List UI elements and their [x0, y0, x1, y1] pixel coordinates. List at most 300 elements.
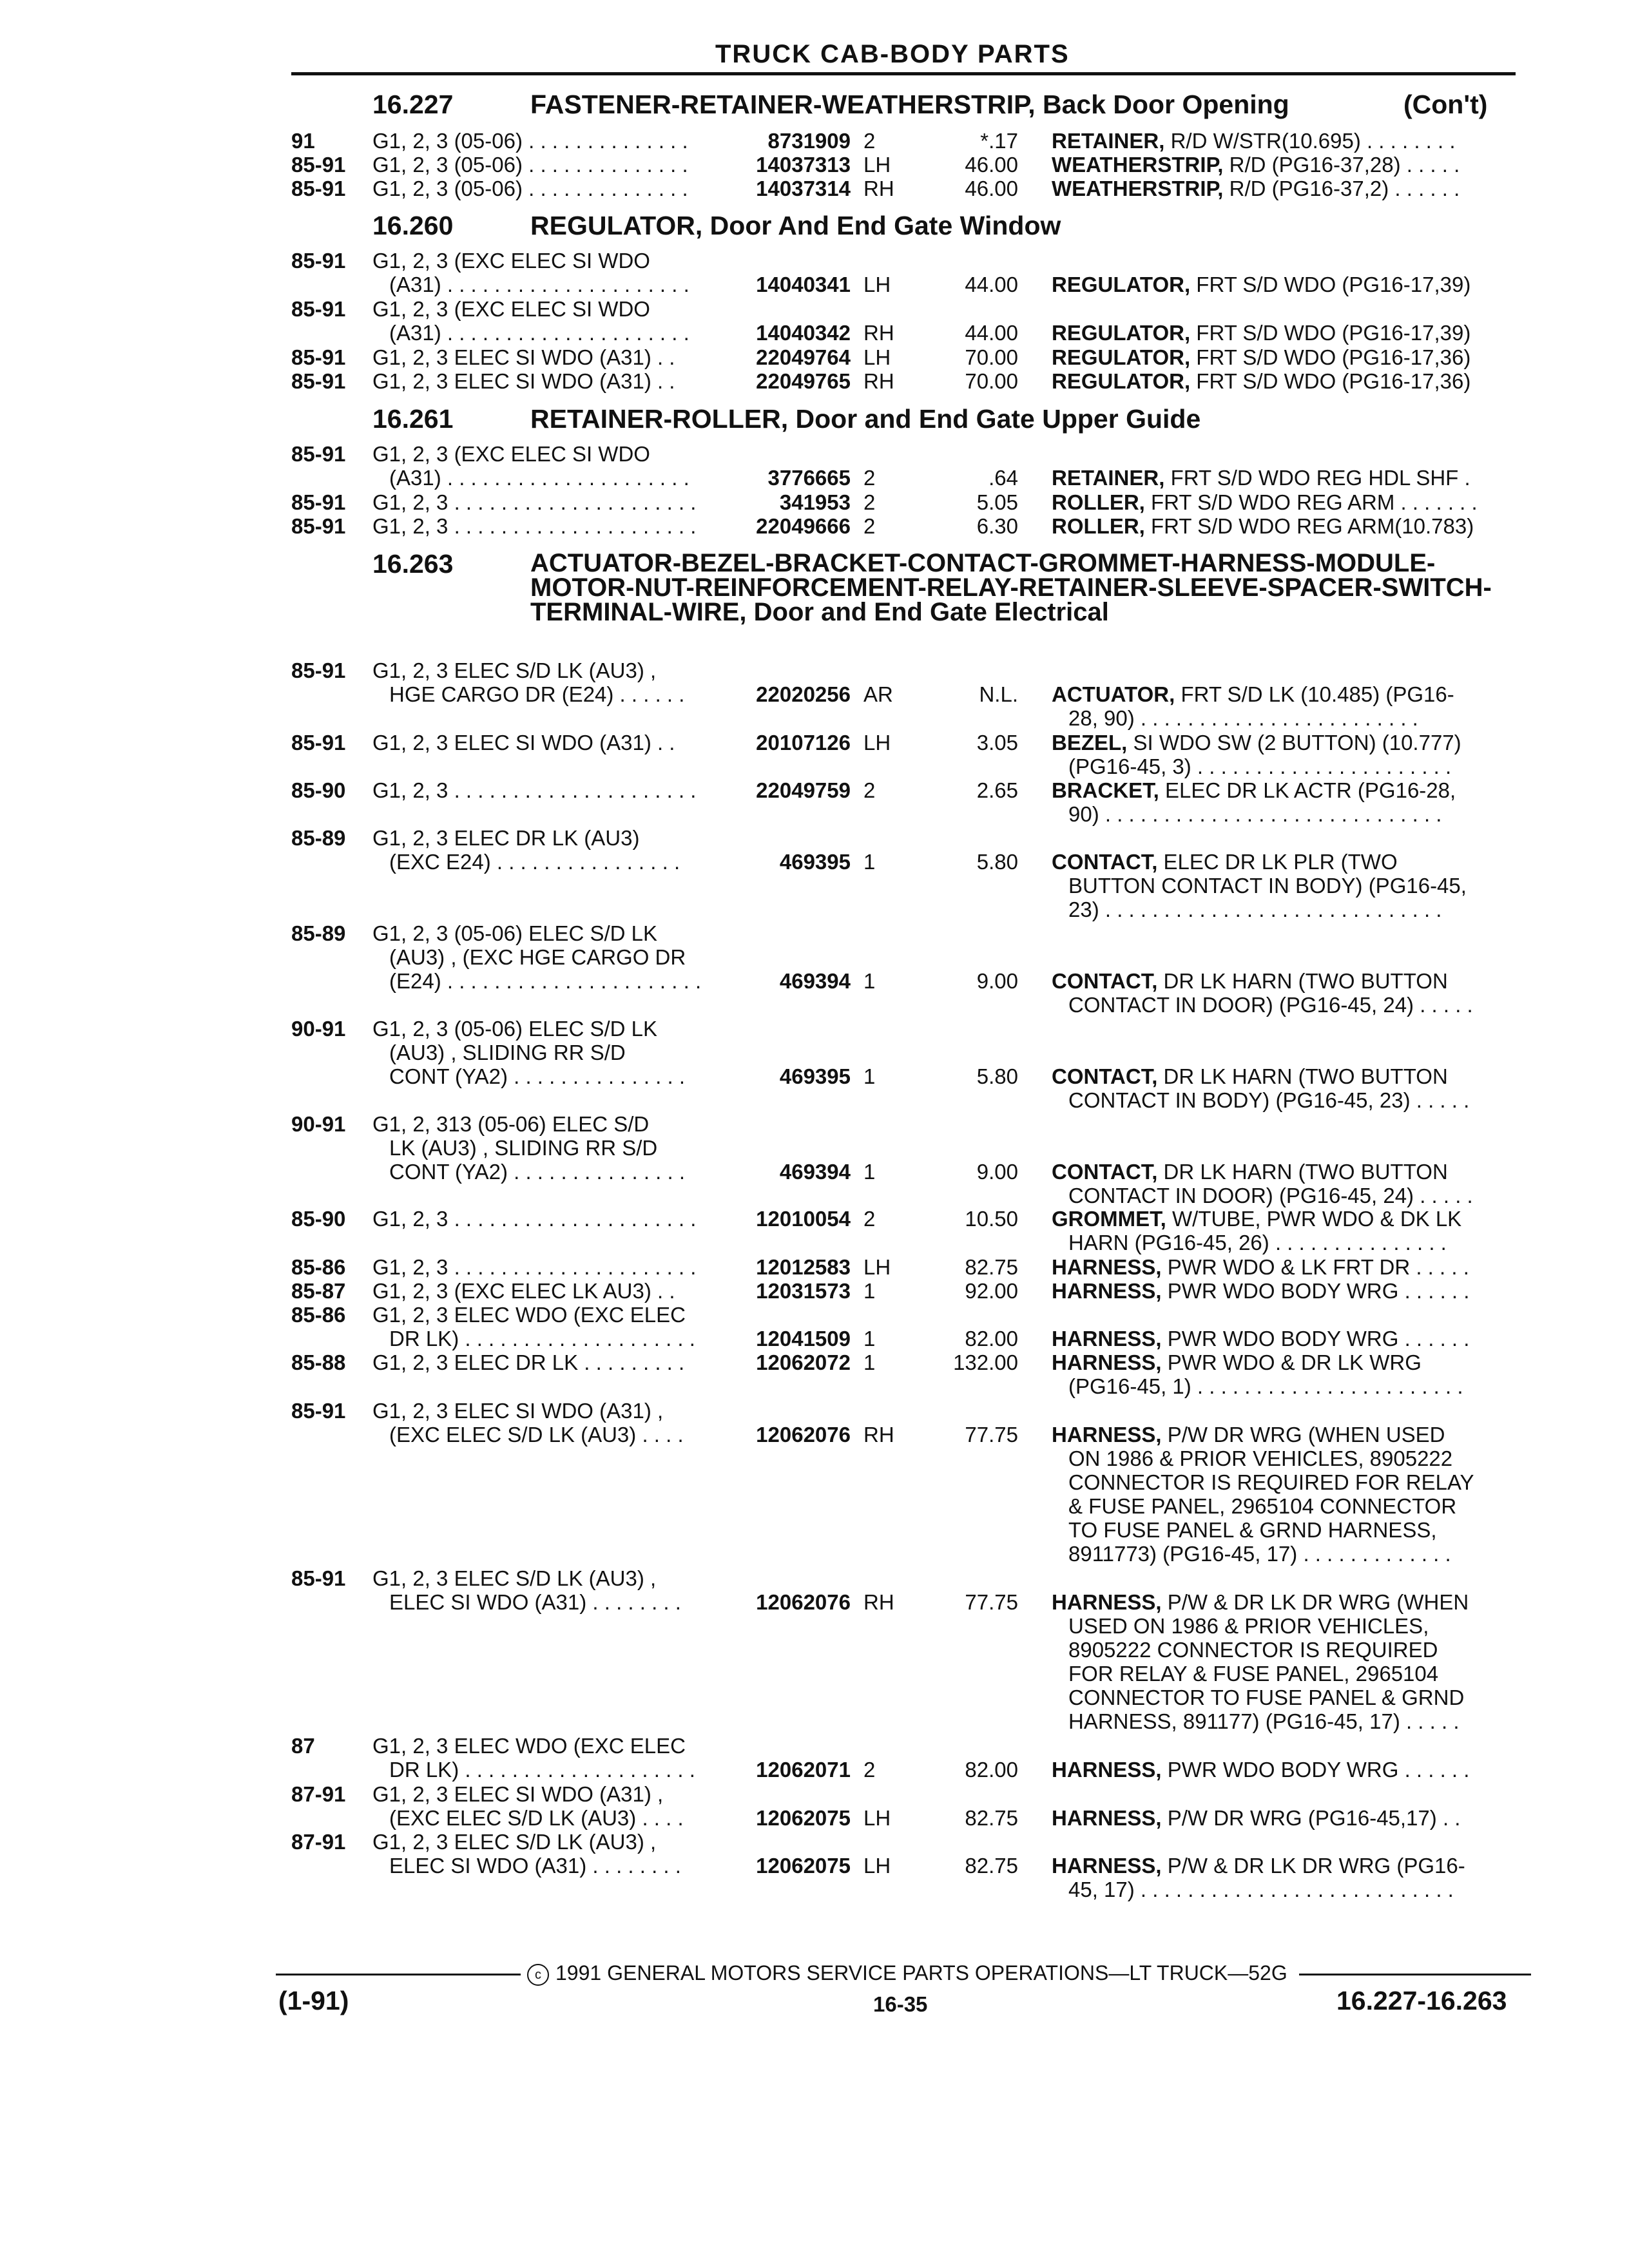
- part-name: [1052, 369, 1522, 393]
- part-name-detail: P/W & DR LK DR WRG (PG16-: [1167, 1854, 1465, 1878]
- part-number: 12062072: [756, 1350, 851, 1374]
- description-line: DR LK) . . . . . . . . . . . . . . . . . . . .: [389, 1327, 695, 1350]
- application-description: [372, 514, 720, 538]
- part-name-line: [1052, 682, 1522, 706]
- application-description: [372, 1112, 720, 1184]
- description-line: G1, 2, 3 . . . . . . . . . . . . . . . . . . . . .: [372, 490, 697, 514]
- part-number: 341953: [779, 490, 851, 514]
- description-line: G1, 2, 3 (05-06) ELEC S/D LK: [372, 1017, 658, 1041]
- price: 77.75: [965, 1590, 1018, 1614]
- application-description: [372, 1830, 720, 1878]
- application-description: [372, 153, 720, 177]
- model-years: 91: [291, 129, 315, 153]
- part-number: 14040342: [756, 321, 851, 345]
- part-name-bold: GROMMET,: [1052, 1207, 1166, 1231]
- application-description: [372, 369, 720, 393]
- quantity: LH: [863, 153, 891, 177]
- quantity: LH: [863, 345, 891, 369]
- part-name-line: [1052, 1064, 1522, 1088]
- part-number: 469395: [779, 850, 851, 874]
- part-name: [1052, 731, 1522, 778]
- footer-date: (1-91): [278, 1986, 349, 2015]
- page-title: TRUCK CAB-BODY PARTS: [715, 40, 1070, 68]
- part-number: 12012583: [756, 1255, 851, 1279]
- copyright-icon: c: [527, 1964, 549, 1986]
- part-name-line: CONNECTOR TO FUSE PANEL & GRND: [1068, 1686, 1465, 1709]
- price: 2.65: [976, 778, 1018, 802]
- part-name-bold: CONTACT,: [1052, 969, 1158, 993]
- price: 3.05: [976, 731, 1018, 754]
- part-name-line: 8911773) (PG16-45, 17) . . . . . . . . . . . . .: [1068, 1542, 1451, 1566]
- model-years: 85-91: [291, 658, 346, 682]
- part-number: 22049765: [756, 369, 851, 393]
- model-years: 85-86: [291, 1303, 346, 1327]
- part-name-line: HARN (PG16-45, 26) . . . . . . . . . . . . . . .: [1068, 1231, 1447, 1254]
- part-number: 8731909: [767, 129, 851, 153]
- part-name-line: [1052, 1160, 1522, 1184]
- quantity: 1: [863, 1350, 876, 1374]
- application-description: [372, 1734, 720, 1782]
- part-name-detail: DR LK HARN (TWO BUTTON: [1163, 1160, 1448, 1184]
- part-name-bold: WEATHERSTRIP,: [1052, 177, 1224, 200]
- part-name-detail: FRT S/D WDO (PG16-17,39): [1196, 273, 1471, 296]
- price: 132.00: [953, 1350, 1018, 1374]
- description-line: G1, 2, 3 (05-06) . . . . . . . . . . . . . .: [372, 129, 688, 153]
- description-line: (A31) . . . . . . . . . . . . . . . . . . . . .: [389, 273, 689, 296]
- part-name: [1052, 1207, 1522, 1254]
- application-description: [372, 490, 720, 514]
- part-name: [1052, 490, 1522, 514]
- part-name-detail: FRT S/D WDO REG ARM(10.783): [1151, 514, 1474, 538]
- part-name-bold: BRACKET,: [1052, 778, 1159, 802]
- quantity: 2: [863, 1758, 876, 1782]
- quantity: LH: [863, 1854, 891, 1878]
- price: 70.00: [965, 369, 1018, 393]
- price: 9.00: [976, 1160, 1018, 1184]
- model-years: 85-89: [291, 921, 346, 945]
- part-name-detail: SI WDO SW (2 BUTTON) (10.777): [1133, 731, 1461, 754]
- description-line: (EXC ELEC S/D LK (AU3) . . . .: [389, 1423, 684, 1446]
- description-line: CONT (YA2) . . . . . . . . . . . . . . .: [389, 1064, 686, 1088]
- description-line: G1, 2, 3 (EXC ELEC SI WDO: [372, 442, 650, 466]
- footer-rule-right: [1299, 1974, 1531, 1975]
- description-line: G1, 2, 3 (05-06) . . . . . . . . . . . . . .: [372, 153, 688, 177]
- part-name-line: [1052, 1327, 1522, 1350]
- part-name-detail: DR LK HARN (TWO BUTTON: [1163, 1064, 1448, 1088]
- model-years: 85-91: [291, 345, 346, 369]
- part-name-bold: HARNESS,: [1052, 1327, 1162, 1350]
- part-name-line: 8905222 CONNECTOR IS REQUIRED: [1068, 1638, 1438, 1662]
- description-line: G1, 2, 3 (EXC ELEC SI WDO: [372, 249, 650, 273]
- part-name-detail: W/TUBE, PWR WDO & DK LK: [1172, 1207, 1462, 1231]
- section-number: 16.261: [372, 404, 454, 434]
- part-name-detail: P/W & DR LK DR WRG (WHEN: [1167, 1590, 1469, 1614]
- part-name-detail: ELEC DR LK PLR (TWO: [1163, 850, 1398, 874]
- model-years: 87-91: [291, 1782, 346, 1806]
- price: *.17: [980, 129, 1018, 153]
- quantity: LH: [863, 1806, 891, 1830]
- price: 82.75: [965, 1255, 1018, 1279]
- part-name-line: HARNESS, 891177) (PG16-45, 17) . . . . .: [1068, 1709, 1460, 1733]
- part-name-line: [1052, 1806, 1522, 1830]
- part-name-line: USED ON 1986 & PRIOR VEHICLES,: [1068, 1614, 1429, 1638]
- part-name: [1052, 1279, 1522, 1303]
- part-number: 3776665: [767, 466, 851, 490]
- part-number: 14037313: [756, 153, 851, 177]
- quantity: LH: [863, 731, 891, 754]
- price: 5.80: [976, 850, 1018, 874]
- part-name-line: [1052, 969, 1522, 993]
- description-line: G1, 2, 3 ELEC S/D LK (AU3) ,: [372, 658, 657, 682]
- model-years: 85-91: [291, 153, 346, 177]
- part-number: 14037314: [756, 177, 851, 200]
- model-years: 85-87: [291, 1279, 346, 1303]
- part-name-line: CONTACT IN BODY) (PG16-45, 23) . . . . .: [1068, 1088, 1470, 1112]
- application-description: [372, 778, 720, 802]
- application-description: [372, 129, 720, 153]
- description-line: G1, 2, 3 ELEC SI WDO (A31) ,: [372, 1782, 664, 1806]
- part-name-detail: R/D (PG16-37,28) . . . . .: [1229, 153, 1460, 177]
- part-name: [1052, 514, 1522, 538]
- price: 82.75: [965, 1806, 1018, 1830]
- description-line: (AU3) , (EXC HGE CARGO DR: [389, 945, 686, 969]
- description-line: (EXC E24) . . . . . . . . . . . . . . . .: [389, 850, 680, 874]
- model-years: 85-90: [291, 778, 346, 802]
- part-name-line: (PG16-45, 3) . . . . . . . . . . . . . . . . . . . . . .: [1068, 754, 1452, 778]
- part-name-line: [1052, 153, 1522, 177]
- description-line: (AU3) , SLIDING RR S/D: [389, 1041, 626, 1064]
- part-name-line: [1052, 731, 1522, 754]
- description-line: ELEC SI WDO (A31) . . . . . . . .: [389, 1590, 681, 1614]
- continued-label: (Con't): [1403, 90, 1488, 119]
- part-name-detail: FRT S/D WDO REG ARM . . . . . . .: [1151, 490, 1478, 514]
- model-years: 87-91: [291, 1830, 346, 1854]
- part-name-bold: HARNESS,: [1052, 1279, 1162, 1303]
- quantity: LH: [863, 273, 891, 296]
- quantity: AR: [863, 682, 893, 706]
- description-line: G1, 2, 3 . . . . . . . . . . . . . . . . . . . . .: [372, 1255, 697, 1279]
- part-name: [1052, 1806, 1522, 1830]
- section-number: 16.263: [372, 549, 454, 579]
- description-line: G1, 2, 3 (05-06) . . . . . . . . . . . . . .: [372, 177, 688, 200]
- part-number: 12062076: [756, 1590, 851, 1614]
- part-name: [1052, 1064, 1522, 1112]
- header-rule: [291, 72, 1516, 75]
- description-line: (E24) . . . . . . . . . . . . . . . . . . . . . .: [389, 969, 702, 993]
- part-name-line: CONTACT IN DOOR) (PG16-45, 24) . . . . .: [1068, 1184, 1473, 1207]
- section-title: REGULATOR, Door And End Gate Window: [530, 211, 1061, 240]
- application-description: [372, 345, 720, 369]
- application-description: [372, 442, 720, 490]
- quantity: 2: [863, 466, 876, 490]
- part-name-line: CONNECTOR IS REQUIRED FOR RELAY: [1068, 1470, 1474, 1494]
- part-name: [1052, 850, 1522, 921]
- description-line: G1, 2, 3 ELEC DR LK (AU3): [372, 826, 640, 850]
- part-number: 22049764: [756, 345, 851, 369]
- description-line: G1, 2, 3 ELEC SI WDO (A31) . .: [372, 731, 675, 754]
- description-line: G1, 2, 3 . . . . . . . . . . . . . . . . . . . . .: [372, 1207, 697, 1231]
- model-years: 85-91: [291, 514, 346, 538]
- part-name-bold: REGULATOR,: [1052, 369, 1191, 393]
- part-name-bold: REGULATOR,: [1052, 321, 1191, 345]
- part-name-line: [1052, 177, 1522, 200]
- model-years: 85-86: [291, 1255, 346, 1279]
- part-name: [1052, 682, 1522, 730]
- section-range: 16.227-16.263: [1336, 1986, 1507, 2015]
- price: 5.05: [976, 490, 1018, 514]
- part-name-bold: HARNESS,: [1052, 1423, 1162, 1446]
- quantity: 1: [863, 1279, 876, 1303]
- part-name-line: (PG16-45, 1) . . . . . . . . . . . . . . . . . . . . . . .: [1068, 1374, 1463, 1398]
- part-name-bold: RETAINER,: [1052, 466, 1165, 490]
- description-line: G1, 2, 3 ELEC WDO (EXC ELEC: [372, 1303, 686, 1327]
- model-years: 90-91: [291, 1112, 346, 1136]
- part-name-bold: HARNESS,: [1052, 1806, 1162, 1830]
- part-name-line: ON 1986 & PRIOR VEHICLES, 8905222: [1068, 1446, 1453, 1470]
- part-name-detail: FRT S/D WDO REG HDL SHF .: [1170, 466, 1470, 490]
- page-number: 16-35: [873, 1992, 928, 2016]
- part-name-bold: REGULATOR,: [1052, 345, 1191, 369]
- application-description: [372, 731, 720, 754]
- application-description: [372, 1399, 720, 1446]
- description-line: (A31) . . . . . . . . . . . . . . . . . . . . .: [389, 321, 689, 345]
- part-name-line: BUTTON CONTACT IN BODY) (PG16-45,: [1068, 874, 1467, 898]
- quantity: 2: [863, 129, 876, 153]
- model-years: 85-91: [291, 1399, 346, 1423]
- quantity: 2: [863, 1207, 876, 1231]
- part-number: 12031573: [756, 1279, 851, 1303]
- part-number: 12062075: [756, 1854, 851, 1878]
- price: 9.00: [976, 969, 1018, 993]
- description-line: (A31) . . . . . . . . . . . . . . . . . . . . .: [389, 466, 689, 490]
- quantity: RH: [863, 369, 894, 393]
- quantity: 2: [863, 490, 876, 514]
- application-description: [372, 1303, 720, 1350]
- part-name-line: 28, 90) . . . . . . . . . . . . . . . . . . . . . . . .: [1068, 706, 1418, 730]
- model-years: 85-91: [291, 1566, 346, 1590]
- quantity: 1: [863, 969, 876, 993]
- part-name-line: [1052, 490, 1522, 514]
- part-number: 22049666: [756, 514, 851, 538]
- section-title: ACTUATOR-BEZEL-BRACKET-CONTACT-GROMMET-HARNESS-MODULE-MOTOR-NUT-REINFORCEMENT-RELAY-RETAINER-SLEEVE-SPACER-SWITCH-TERMINAL-WIRE, Door and End Gate Electrical: [530, 549, 1492, 626]
- description-line: G1, 2, 3 ELEC WDO (EXC ELEC: [372, 1734, 686, 1758]
- application-description: [372, 177, 720, 200]
- part-name: [1052, 969, 1522, 1017]
- part-name-line: 45, 17) . . . . . . . . . . . . . . . . . . . . . . . . . . .: [1068, 1878, 1454, 1901]
- part-name: [1052, 1327, 1522, 1350]
- description-line: G1, 2, 3 . . . . . . . . . . . . . . . . . . . . .: [372, 514, 697, 538]
- part-name-detail: PWR WDO BODY WRG . . . . . .: [1167, 1279, 1470, 1303]
- part-name-line: 23) . . . . . . . . . . . . . . . . . . . . . . . . . . . . .: [1068, 898, 1442, 921]
- part-name-detail: PWR WDO BODY WRG . . . . . .: [1167, 1758, 1470, 1782]
- part-number: 12041509: [756, 1327, 851, 1350]
- application-description: [372, 826, 720, 874]
- section-title: FASTENER-RETAINER-WEATHERSTRIP, Back Door Opening: [530, 90, 1289, 119]
- application-description: [372, 1255, 720, 1279]
- section-title: RETAINER-ROLLER, Door and End Gate Upper Guide: [530, 404, 1201, 434]
- part-name-bold: WEATHERSTRIP,: [1052, 153, 1224, 177]
- part-name: [1052, 1160, 1522, 1207]
- part-name-detail: R/D (PG16-37,2) . . . . . .: [1229, 177, 1460, 200]
- part-number: 12062076: [756, 1423, 851, 1446]
- part-name-detail: PWR WDO & LK FRT DR . . . . .: [1167, 1255, 1469, 1279]
- part-name-line: [1052, 1758, 1522, 1782]
- price: .64: [988, 466, 1018, 490]
- part-name-bold: BEZEL,: [1052, 731, 1128, 754]
- price: 92.00: [965, 1279, 1018, 1303]
- part-number: 12062075: [756, 1806, 851, 1830]
- part-name-detail: FRT S/D LK (10.485) (PG16-: [1181, 682, 1454, 706]
- part-name-bold: REGULATOR,: [1052, 273, 1191, 296]
- part-name-bold: CONTACT,: [1052, 1064, 1158, 1088]
- part-name-detail: DR LK HARN (TWO BUTTON: [1163, 969, 1448, 993]
- section-number: 16.227: [372, 90, 454, 119]
- part-name: [1052, 466, 1522, 490]
- part-name-line: [1052, 1590, 1522, 1614]
- part-name-detail: P/W DR WRG (PG16-45,17) . .: [1167, 1806, 1461, 1830]
- price: 44.00: [965, 273, 1018, 296]
- part-name: [1052, 778, 1522, 826]
- description-line: G1, 2, 3 ELEC DR LK . . . . . . . . .: [372, 1350, 685, 1374]
- part-name: [1052, 273, 1522, 296]
- part-name-line: [1052, 321, 1522, 345]
- quantity: RH: [863, 1423, 894, 1446]
- model-years: 85-91: [291, 442, 346, 466]
- part-name-bold: HARNESS,: [1052, 1854, 1162, 1878]
- price: 46.00: [965, 177, 1018, 200]
- description-line: (EXC ELEC S/D LK (AU3) . . . .: [389, 1806, 684, 1830]
- part-name: [1052, 129, 1522, 153]
- part-name: [1052, 1590, 1522, 1733]
- price: 82.00: [965, 1758, 1018, 1782]
- description-line: G1, 2, 3 (EXC ELEC SI WDO: [372, 297, 650, 321]
- part-name-line: FOR RELAY & FUSE PANEL, 2965104: [1068, 1662, 1439, 1686]
- price: N.L.: [979, 682, 1018, 706]
- price: 46.00: [965, 153, 1018, 177]
- part-name-line: & FUSE PANEL, 2965104 CONNECTOR: [1068, 1494, 1457, 1518]
- part-name-bold: RETAINER,: [1052, 129, 1165, 153]
- part-name-detail: PWR WDO & DR LK WRG: [1167, 1350, 1422, 1374]
- part-name-line: [1052, 1279, 1522, 1303]
- model-years: 85-89: [291, 826, 346, 850]
- description-line: G1, 2, 3 ELEC SI WDO (A31) ,: [372, 1399, 664, 1423]
- quantity: RH: [863, 321, 894, 345]
- part-name-line: [1052, 1854, 1522, 1878]
- part-name-bold: HARNESS,: [1052, 1255, 1162, 1279]
- application-description: [372, 1017, 720, 1088]
- description-line: G1, 2, 3 ELEC SI WDO (A31) . .: [372, 369, 675, 393]
- description-line: DR LK) . . . . . . . . . . . . . . . . . . . .: [389, 1758, 695, 1782]
- part-name-detail: P/W DR WRG (WHEN USED: [1167, 1423, 1445, 1446]
- model-years: 85-91: [291, 490, 346, 514]
- part-name-line: [1052, 466, 1522, 490]
- part-number: 469394: [779, 1160, 851, 1184]
- quantity: LH: [863, 1255, 891, 1279]
- quantity: RH: [863, 1590, 894, 1614]
- part-name: [1052, 1350, 1522, 1398]
- quantity: RH: [863, 177, 894, 200]
- part-name-line: [1052, 850, 1522, 874]
- part-number: 469394: [779, 969, 851, 993]
- quantity: 1: [863, 1160, 876, 1184]
- price: 82.00: [965, 1327, 1018, 1350]
- part-name: [1052, 153, 1522, 177]
- application-description: [372, 921, 720, 993]
- model-years: 87: [291, 1734, 315, 1758]
- price: 44.00: [965, 321, 1018, 345]
- description-line: G1, 2, 3 ELEC SI WDO (A31) . .: [372, 345, 675, 369]
- description-line: G1, 2, 3 (EXC ELEC LK AU3) . .: [372, 1279, 675, 1303]
- part-name-bold: ROLLER,: [1052, 514, 1145, 538]
- part-name-line: [1052, 1423, 1522, 1446]
- part-name-bold: HARNESS,: [1052, 1758, 1162, 1782]
- part-name-bold: CONTACT,: [1052, 850, 1158, 874]
- application-description: [372, 1782, 720, 1830]
- part-name-detail: FRT S/D WDO (PG16-17,36): [1196, 345, 1471, 369]
- application-description: [372, 658, 720, 706]
- model-years: 90-91: [291, 1017, 346, 1041]
- part-name-bold: HARNESS,: [1052, 1350, 1162, 1374]
- part-name: [1052, 1758, 1522, 1782]
- description-line: CONT (YA2) . . . . . . . . . . . . . . .: [389, 1160, 686, 1184]
- part-name: [1052, 1854, 1522, 1901]
- part-name-line: [1052, 273, 1522, 296]
- part-name-bold: ACTUATOR,: [1052, 682, 1175, 706]
- description-line: G1, 2, 3 ELEC S/D LK (AU3) ,: [372, 1830, 657, 1854]
- part-number: 22049759: [756, 778, 851, 802]
- model-years: 85-91: [291, 297, 346, 321]
- footer-copyright: c 1991 GENERAL MOTORS SERVICE PARTS OPERATIONS—LT TRUCK—52G: [527, 1961, 1287, 1986]
- part-name-detail: ELEC DR LK ACTR (PG16-28,: [1165, 778, 1456, 802]
- price: 70.00: [965, 345, 1018, 369]
- description-line: G1, 2, 3 (05-06) ELEC S/D LK: [372, 921, 658, 945]
- part-name-line: [1052, 1207, 1522, 1231]
- quantity: 2: [863, 514, 876, 538]
- description-line: G1, 2, 313 (05-06) ELEC S/D: [372, 1112, 650, 1136]
- model-years: 85-91: [291, 369, 346, 393]
- price: 77.75: [965, 1423, 1018, 1446]
- part-name-line: CONTACT IN DOOR) (PG16-45, 24) . . . . .: [1068, 993, 1473, 1017]
- quantity: 1: [863, 1064, 876, 1088]
- application-description: [372, 249, 720, 296]
- part-name: [1052, 177, 1522, 200]
- model-years: 85-91: [291, 731, 346, 754]
- model-years: 85-91: [291, 177, 346, 200]
- quantity: 1: [863, 850, 876, 874]
- part-number: 469395: [779, 1064, 851, 1088]
- description-line: ELEC SI WDO (A31) . . . . . . . .: [389, 1854, 681, 1878]
- part-name-line: [1052, 1350, 1522, 1374]
- description-line: G1, 2, 3 ELEC S/D LK (AU3) ,: [372, 1566, 657, 1590]
- part-name-line: [1052, 1255, 1522, 1279]
- part-name-detail: PWR WDO BODY WRG . . . . . .: [1167, 1327, 1470, 1350]
- model-years: 85-90: [291, 1207, 346, 1231]
- application-description: [372, 297, 720, 345]
- part-name-line: TO FUSE PANEL & GRND HARNESS,: [1068, 1518, 1437, 1542]
- application-description: [372, 1207, 720, 1231]
- application-description: [372, 1350, 720, 1374]
- part-number: 22020256: [756, 682, 851, 706]
- part-name-bold: CONTACT,: [1052, 1160, 1158, 1184]
- part-name-line: [1052, 369, 1522, 393]
- description-line: LK (AU3) , SLIDING RR S/D: [389, 1136, 658, 1160]
- price: 6.30: [976, 514, 1018, 538]
- part-name-line: [1052, 514, 1522, 538]
- application-description: [372, 1566, 720, 1614]
- part-name-line: [1052, 778, 1522, 802]
- price: 10.50: [965, 1207, 1018, 1231]
- price: 5.80: [976, 1064, 1018, 1088]
